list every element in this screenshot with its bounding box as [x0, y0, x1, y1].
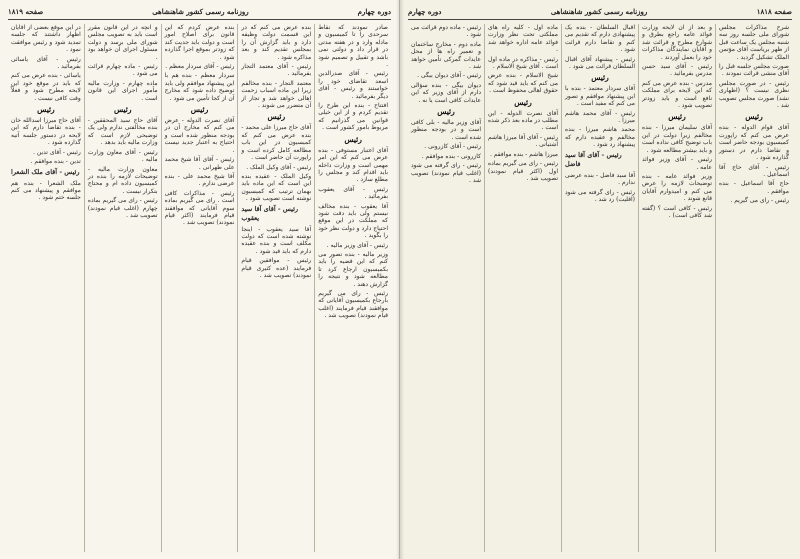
- right-page: [400, 0, 800, 559]
- paragraph: و بعد از آن لایحه وزارت فوائد عامه راجع بطرق و شوارع مطرح و قرائت شد و آقایان نمایندگان مذاکرات خود را بعمل آوردند .: [642, 24, 712, 61]
- paragraph: صورت مجلس جلسه قبل را آقای منشی قرائت نمودند .: [719, 63, 789, 78]
- paragraph: آقا یعقوب - بنده مخالف نیستم ولی باید دقت شود که مملکت در این موقع احتیاج دارد و دولت نظر خود را بگوید .: [318, 202, 388, 240]
- paragraph: معاون وزارت مالیه - توضیحات لازمه را بنده در کمیسیون داده ام و محتاج بتکرار نیست .: [87, 165, 158, 195]
- paragraph: رئیس - آقای دیوان بیگی .: [417, 72, 481, 80]
- left-page-period: دوره چهارم: [357, 6, 391, 16]
- paragraph: رئیس - موافقین قیام فرمایند (عده کثیری قیام نمودند) تصویب شد .: [241, 257, 312, 279]
- right-page-title: روزنامه رسمی کشور شاهنشاهی: [550, 6, 648, 16]
- paragraph: شرح مذاکرات مجلس شورای ملی جلسه روز سه شنبه مجلس یک ساعت قبل از ظهر بریاست آقای مؤتمن الملک تشکیل گردید .: [719, 24, 789, 61]
- paragraph: رئیس - رای گرفته می شود (اغلب قیام نمودند) تصویب شد .: [411, 162, 481, 184]
- paragraph: رئیس - رای می گیریم بماده اول (اکثر قیام نمودند) تصویب شد .: [488, 160, 558, 182]
- paragraph: سردار معظم - بنده هم با این پیشنهاد موافقم ولی باید توضیح داده شود که مخارج آن از کجا تأمین می شود .: [164, 72, 235, 102]
- paragraph: افتتاح - بنده این طرح را تقدیم کردم و از این خیلی قوانین می گذرانیم که مربوط بامور کشور است .: [318, 102, 388, 132]
- paragraph: آقای حاج میرزا علی محمد - بنده عرض می کنم که کمیسیون در این باب مطالعه کامل کرده است و راپورت آن حاضر است .: [241, 124, 312, 162]
- left-page-title: روزنامه رسمی کشور شاهنشاهی: [152, 6, 249, 16]
- paragraph: آقای اعتبار مستوفی - بنده عرض می کنم که این امر مهمی است و وزارت داخله باید اقدام کند و مجلس را مطلع سازد .: [318, 146, 388, 184]
- section-heading: رئیس: [437, 107, 455, 117]
- paragraph: وکیل الملک - عقیده بنده این است که این ماده باید بهمان ترتیب که کمیسیون نوشته است تصویب شود .: [241, 172, 312, 203]
- paragraph: رئیس - مذاکره در ماده اول است . آقای شیخ الاسلام .: [488, 55, 558, 71]
- paragraph: آقا سید فاضل - بنده عرضی ندارم .: [565, 171, 635, 187]
- left-page-columns: [8, 24, 391, 552]
- paragraph: رئیس - آقای سید حسن مدرس بفرمائید .: [642, 63, 712, 78]
- right-page-period: دوره چهارم: [408, 6, 442, 16]
- paragraph: میرزا هاشم - بنده موافقم .: [489, 150, 558, 158]
- paragraph: تدین - بنده موافقم .: [30, 158, 81, 166]
- paragraph: آقای حاج میرزا اسدالله خان - بنده تقاضا دارم که این لایحه در دستور جلسه آتیه گذارده شود .: [11, 117, 81, 147]
- paragraph: رئیس - آقای محمد هاشم میرزا .: [565, 109, 635, 125]
- paragraph: رئیس - آقای وزیر مالیه .: [326, 241, 388, 249]
- paragraph: رئیس - ماده چهارم قرائت می شود .: [87, 63, 158, 78]
- paragraph: اقبال السلطان - بنده یک پیشنهادی دارم که تقدیم می کنم و تقاضا دارم قرائت شود .: [565, 24, 635, 54]
- paragraph: رئیس - مذاکرات کافی است . رای می گیریم بماده سوم آقایانی که موافقند قیام فرمایند (اکثر قیام نمودند) تصویب شد .: [164, 189, 235, 227]
- paragraph: شیخ الاسلام - بنده عرض می کنم که باید قید شود که حقوق اهالی محفوظ است .: [488, 72, 558, 95]
- paragraph: رئیس - آقای وکیل الملک .: [246, 163, 312, 171]
- paragraph: رئیس - آقای آقا شیخ محمد علی طهرانی .: [164, 156, 235, 171]
- text-column: [84, 24, 161, 552]
- paragraph: وزیر فوائد عامه - بنده توضیحات لازمه را عرض می کنم و امیدوارم آقایان قانع شوند .: [642, 172, 712, 203]
- paragraph: رئیس - آقای آقا میرزا هاشم آشتیانی .: [488, 133, 558, 149]
- paragraph: رئیس - آقای معتمد التجار بفرمائید .: [241, 63, 312, 78]
- paragraph: رئیس - رای گرفته می شود (اقلیت) رد شد .: [565, 188, 635, 203]
- text-column: [161, 24, 238, 552]
- paragraph: بنده عرض می کنم که در این قسمت دولت وظیفه دارد و باید گزارش آن را بمجلس تقدیم کند و بعد مذاکره شود .: [241, 24, 312, 61]
- text-column: [715, 24, 792, 552]
- right-page-header: [408, 6, 792, 20]
- paragraph: آقای نصرت الدوله - عرض می کنم که مخارج آن در بودجه منظور شده است و احتیاج به اعتبار جدید نیست .: [164, 117, 235, 154]
- paragraph: ملک الشعرا - بنده هم موافقم و پیشنهاد می کنم جلسه ختم شود .: [11, 179, 81, 202]
- right-page-number: صفحه ۱۸۱۸: [756, 6, 792, 16]
- paragraph: رئیس - آقای معاون وزارت مالیه .: [87, 148, 158, 164]
- text-column: [237, 24, 314, 552]
- paragraph: رئیس - کافی است ؟ (گفته شد کافی است) .: [642, 204, 712, 219]
- paragraph: معتمد التجار - بنده مخالفم زیرا این ماده اسباب زحمت اهالی خواهد شد و تجار از آن متضرر می شوند .: [241, 79, 312, 110]
- paragraph: رئیس - آقای وزیر فوائد عامه .: [642, 156, 712, 171]
- paragraph: رئیس - آقای حاج آقا اسماعیل .: [719, 163, 789, 178]
- text-column: [408, 24, 484, 552]
- section-heading: رئیس: [514, 97, 532, 107]
- left-page-header: [8, 6, 391, 20]
- paragraph: آقای سلیمان میرزا - بنده مخالفم زیرا دولت در این باب توضیح کافی نداده است و باید بیشتر مطالعه شود .: [642, 124, 712, 154]
- section-heading: رئیس: [113, 105, 132, 115]
- paragraph: آقا سید یعقوب - اینجا نوشته شده است که دولت مکلف است و بنده عقیده دارم که باید قید شود .: [241, 225, 312, 255]
- paragraph: رئیس - آقای تدین .: [33, 148, 81, 156]
- right-page-columns: [408, 24, 792, 552]
- paragraph: آقای حاج سید المحققین - بنده مخالفتی ندارم ولی یک توضیحی لازم است که وزارت مالیه باید بدهد .: [87, 117, 158, 147]
- text-column: [638, 24, 715, 552]
- paragraph: محمد هاشم میرزا - بنده مخالفم و عقیده دارم که پیشنهاد رد شود .: [565, 126, 635, 149]
- paragraph: و آنچه در این قانون مقرر است باید به تصویب مجلس شورای ملی برسد و دولت مسئول اجرای آن خواهد بود .: [87, 24, 158, 61]
- paragraph: آقای سردار معتمد - بنده با این پیشنهاد موافقم و تصور می کنم که مفید است .: [565, 85, 635, 108]
- section-heading: رئیس: [668, 112, 686, 122]
- paragraph: در این موقع بعضی از آقایان اظهار داشتند که جلسه تمدید شود و رئیس موافقت نمود .: [11, 24, 81, 54]
- paragraph: کازرونی - بنده موافقم .: [421, 152, 481, 160]
- section-heading: رئیس: [190, 105, 209, 115]
- section-heading: رئیس: [344, 134, 362, 144]
- text-column: [484, 24, 561, 552]
- text-column: [561, 24, 638, 552]
- paragraph: رئیس - آقای صدرالدین اسعد تقاضای خود را خواستند و رئیس - آقای دیگر بفرمائید .: [318, 70, 388, 100]
- paragraph: رئیس - آقای یعقوب بفرمائید .: [318, 185, 388, 201]
- paragraph: ماده اول - کلیه راه های مملکتی تحت نظر وزارت فوائد عامه اداره خواهد شد .: [488, 24, 558, 54]
- section-heading: رئیس: [591, 73, 609, 83]
- paragraph: رئیس - در صورت مجلس نظری نیست ؟ (اظهاری نشد) صورت مجلس تصویب شد .: [719, 79, 789, 110]
- paragraph: رئیس - ماده دوم قرائت می شود .: [411, 24, 481, 39]
- speaker-line: رئیس - آقای ملک الشعرا: [11, 167, 80, 176]
- paragraph: دیوان بیگی - بنده سؤالی دارم از آقای وزیر که این عایدات کافی است یا نه .: [411, 81, 481, 104]
- section-heading: رئیس: [37, 105, 55, 115]
- left-page-number: صفحه ۱۸۱۹: [8, 6, 44, 16]
- text-column: [314, 24, 391, 552]
- paragraph: رئیس - پیشنهاد آقای اقبال السلطان قرائت می شود .: [565, 55, 635, 71]
- paragraph: رئیس - رای می گیریم بماده چهارم (اغلب قیام نمودند) تصویب شد .: [87, 197, 158, 219]
- paragraph: رئیس - رای می گیریم .: [730, 197, 789, 205]
- paragraph: رئیس - آقای یاسائی بفرمائید .: [11, 55, 81, 71]
- paragraph: آقای قوام الدوله - بنده عرض می کنم که راپورت کمیسیون بودجه حاضر است و تقاضا دارم در دستور گذارده شود .: [719, 124, 789, 162]
- paragraph: ماده دوم - مخارج ساختمان و تعمیر راه ها از محل عایدات گمرکی تأمین خواهد شد .: [411, 40, 481, 71]
- paragraph: ماده چهارم - وزارت مالیه مأمور اجرای این قانون است .: [87, 79, 158, 102]
- section-heading: رئیس: [267, 112, 286, 122]
- paragraph: رئیس - آقای سردار معظم .: [165, 63, 235, 71]
- paragraph: حاج آقا اسماعیل - بنده موافقم .: [719, 180, 789, 195]
- paragraph: آقای نصرت الدوله - این مطلب در ماده بعد ذکر شده است .: [488, 109, 558, 132]
- paragraph: یاسائی - بنده عرض می کنم که باید در موقع خود این لایحه مطرح شود و فعلاً وقت کافی نیست .: [11, 72, 81, 102]
- speaker-line: رئیس - آقای آقا سید یعقوب: [241, 204, 299, 222]
- paragraph: بنده عرض کردم که این قانون برای اصلاح امور است و دولت باید جدیت کند که زودتر بموقع اجرا گذارده شود .: [164, 24, 235, 61]
- paragraph: رئیس - آقای کازرونی .: [424, 143, 481, 151]
- paragraph: آقای وزیر مالیه - بلی کافی است و در بودجه منظور شده است .: [411, 119, 481, 141]
- section-heading: رئیس: [745, 112, 763, 122]
- speaker-line: رئیس - آقای آقا سید فاضل: [565, 150, 622, 168]
- paragraph: رئیس - رای می گیریم بارجاع بکمیسیون آقایانی که موافقند قیام فرمایند (اغلب قیام نمودند) تصویب شد .: [318, 290, 388, 320]
- paragraph: مدرس - بنده عرض می کنم که این لایحه برای مملکت نافع است و باید زودتر تصویب شود .: [642, 79, 712, 110]
- text-column: [8, 24, 84, 552]
- paragraph: صادر نمودند که نقاط سرحدی را تا کمیسیون و مادله وارد و در هفته مدتی در قرار داد و دولتی نمی باشد و تقبیل و تصمیم شود .: [318, 24, 388, 69]
- paragraph: وزیر مالیه - بنده تصور می کنم که این قضیه را باید بکمیسیون ارجاع کرد تا مطالعه شود و نتیجه را گزارش دهند .: [318, 250, 388, 288]
- paragraph: آقا شیخ محمد علی - بنده عرضی ندارم .: [164, 172, 235, 188]
